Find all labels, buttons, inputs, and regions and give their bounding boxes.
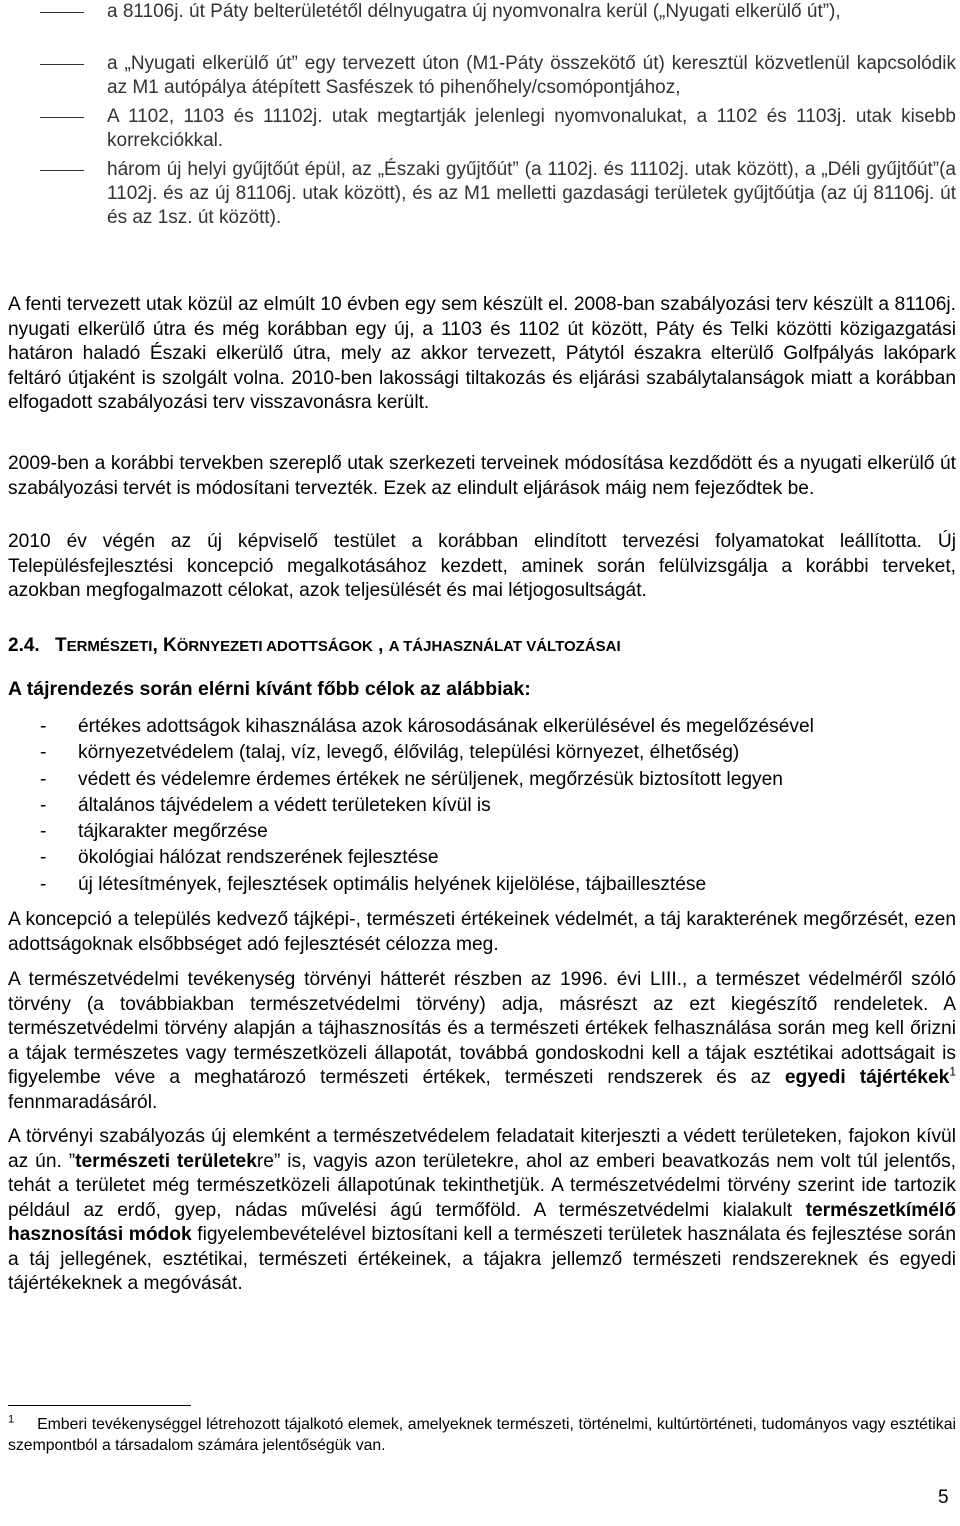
list-item: a 81106j. út Páty belterületétől délnyugatra új nyomvonalra kerül („Nyugati elkerülő út”), (107, 1, 841, 22)
paragraph-legal-background: A természetvédelmi tevékenység törvényi hátterét részben az 1996. évi LIII., a természet védelméről szóló törvény (a továbbiakban természetvédelmi törvény) adja, másrészt az ezt kiegészítő rendeletek. A természetvédelmi törvény alapján a tájhasznosítás és a természeti értékek felhasználása során meg kell őrizni a tájak természetes vagy természetközeli állapotát, továbbá gondoskodni kell a tájak esztétikai adottságait is figyelembe véve a meghatározó természeti értékek, természeti rendszerek és az egyedi tájértékek$^1$ fennmaradásáról. (8, 969, 956, 1113)
list-item: a „Nyugati elkerülő út” egy tervezett úton (M1-Páty összekötő út) keresztül közvetlenül kapcsolódik az M1 autópálya átépített Sasfészek tó pihenőhely/csomópontjához, (107, 53, 956, 99)
paragraph-planned-roads-history: A fenti tervezett utak közül az elmúlt 10 évben egy sem készült el. 2008-ban szabályozási terv készült a 81106j. nyugati elkerülő útra és még korábban egy új, a 1103 és 1102 út között, Páty és Telki közötti közigazgatási határon haladó Északi elkerülő útra, mely az akkor tervezett, Pátytól északra elterülő Golfpályás lakópark feltáró útjaként is szolgált volna. 2010-ben lakossági tiltakozás és eljárási szabálytalanságok miatt a korábban elfogadott szabályozási terv visszavonásra került. (8, 294, 956, 413)
page-number: 5 (938, 1487, 949, 1508)
list-item: - tájkarakter megőrzése (40, 821, 268, 843)
list-item: - új létesítmények, fejlesztések optimális helyének kijelölése, tájbaillesztése (40, 873, 707, 895)
paragraph-natural-areas: A törvényi szabályozás új elemként a természetvédelem feladatait kiterjeszti a védett területeken, fajokon kívül az ún. ”természeti területekre” is, vagyis azon területekre, ahol az emberi beavatkozás nem volt túl jelentős, tehát a területet még természetközeli állapotúnak tekinthetjük. A természetvédelmi törvény szerint ide tartozik például az erdő, gyep, nádas művelési ágú termőföld. A természetvédelmi kialakult természetkímélő hasznosítási módok figyelembevételével biztosítani kell a természeti területek használata és fejlesztése során a táj jellegének, esztétikai, természeti értékeinek, a tájakra jellemző természeti rendszereknek és egyedi tájértékeknek a megóvását. (8, 1126, 956, 1294)
list-item: - ökológiai hálózat rendszerének fejlesztése (40, 847, 439, 869)
list-item: - védett és védelemre érdemes értékek ne sérüljenek, megőrzésük biztosított legyen (40, 768, 783, 790)
paragraph-concept: A koncepció a település kedvező tájképi-, természeti értékeinek védelmét, a táj karakterének megőrzését, ezen adottságoknak elsőbbséget adó fejlesztését célozza meg. (8, 909, 956, 955)
paragraph-2009-plans: 2009-ben a korábbi tervekben szereplő utak szerkezeti terveinek módosítása kezdődött és a nyugati elkerülő út szabályozási tervét is módosítani tervezték. Ezek az elindult eljárások máig nem fejeződtek be. (8, 453, 956, 499)
list-item: - általános tájvédelem a védett területeken kívül is (40, 794, 491, 816)
road-plan-list (0, 0, 956, 231)
footnote-divider (8, 1405, 191, 1406)
goals-list (8, 714, 956, 898)
list-item: A 1102, 1103 és 11102j. utak megtartják jelenlegi nyomvonalukat, a 1102 és 1103j. utak kisebb korrekciókkal. (107, 105, 956, 152)
list-item: - értékes adottságok kihasználása azok károsodásának elkerülésével és megelőzésével (40, 716, 814, 737)
list-item: három új helyi gyűjtőút épül, az „Északi gyűjtőút” (a 1102j. és 11102j. utak között), a „Déli gyűjtőút”(a 1102j. és az új 81106j. utak között), és az M1 melletti gazdasági területek gyűjtőútja (az új 81106j. út és az 1sz. út között). (107, 158, 956, 229)
list-item: - környezetvédelem (talaj, víz, levegő, élővilág, települési környezet, élhetőség) (40, 742, 740, 764)
paragraph-2010-halt: 2010 év végén az új képviselő testület a korábban elindított tervezési folyamatokat leállította. Új Településfejlesztési koncepció megalkotásához kezdett, aminek során felülvizsgálja a korábbi terveket, azokban megfogalmazott célokat, azok teljesülését és mai létjogosultságát. (8, 531, 956, 601)
footnote: $^1$ Emberi tevékenységgel létrehozott tájalkotó elemek, amelyeknek természeti, történelmi, kultúrtörténeti, tudományos vagy esztétikai szempontból a társadalom számára jelentőségük van. (8, 1413, 956, 1454)
section-heading: 2.4. TERMÉSZETI, KÖRNYEZETI ADOTTSÁGOK , A TÁJHASZNÁLAT VÁLTOZÁSAI (8, 635, 621, 656)
goals-heading: A tájrendezés során elérni kívánt főbb célok az alábbiak: (8, 678, 531, 700)
